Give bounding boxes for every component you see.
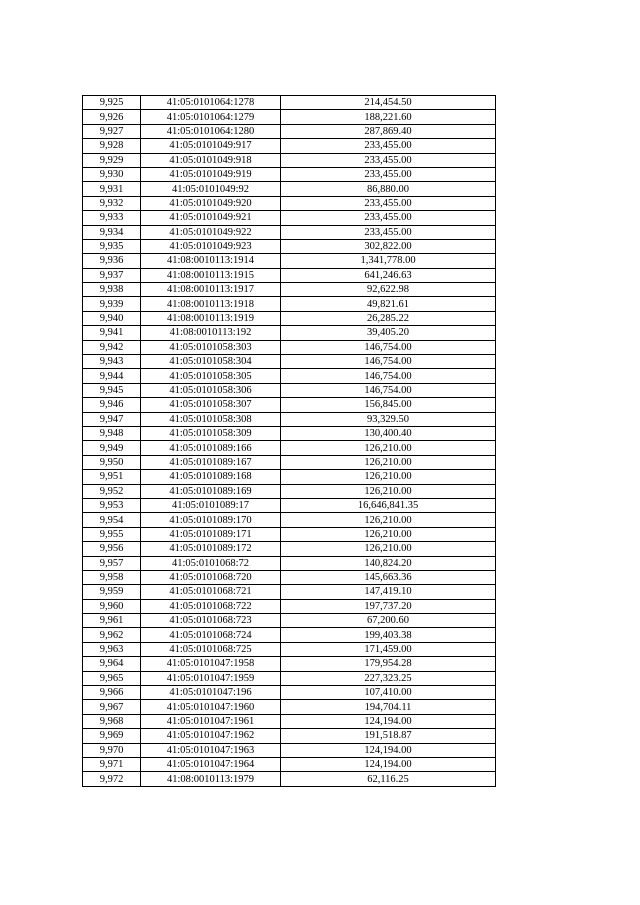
table-row (83, 743, 496, 757)
table-row (83, 355, 496, 369)
row-number-cell: 9,964 (83, 657, 141, 671)
table-row (83, 657, 496, 671)
amount-cell: 93,329.50 (281, 412, 496, 426)
cadastral-number-cell: 41:08:0010113:1918 (141, 297, 281, 311)
row-number-cell: 9,968 (83, 714, 141, 728)
row-number-cell: 9,950 (83, 455, 141, 469)
row-number-cell: 9,941 (83, 326, 141, 340)
table-row (83, 498, 496, 512)
cadastral-number-cell: 41:05:0101047:1964 (141, 757, 281, 771)
row-number-cell: 9,927 (83, 124, 141, 138)
row-number-cell: 9,969 (83, 729, 141, 743)
amount-cell: 39,405.20 (281, 326, 496, 340)
amount-cell: 227,323.25 (281, 671, 496, 685)
cadastral-number-cell: 41:05:0101047:1961 (141, 714, 281, 728)
row-number-cell: 9,962 (83, 628, 141, 642)
cadastral-number-cell: 41:08:0010113:1914 (141, 254, 281, 268)
table-row (83, 326, 496, 340)
amount-cell: 191,518.87 (281, 729, 496, 743)
amount-cell: 145,663.36 (281, 570, 496, 584)
amount-cell: 233,455.00 (281, 139, 496, 153)
row-number-cell: 9,970 (83, 743, 141, 757)
cadastral-number-cell: 41:05:0101047:1962 (141, 729, 281, 743)
row-number-cell: 9,952 (83, 484, 141, 498)
table-row (83, 426, 496, 440)
cadastral-number-cell: 41:05:0101089:17 (141, 498, 281, 512)
row-number-cell: 9,936 (83, 254, 141, 268)
table-row (83, 182, 496, 196)
table-row (83, 527, 496, 541)
table-row (83, 455, 496, 469)
cadastral-number-cell: 41:05:0101049:920 (141, 196, 281, 210)
table-row (83, 268, 496, 282)
amount-cell: 199,403.38 (281, 628, 496, 642)
table-row (83, 513, 496, 527)
table-row (83, 441, 496, 455)
row-number-cell: 9,954 (83, 513, 141, 527)
amount-cell: 233,455.00 (281, 225, 496, 239)
row-number-cell: 9,955 (83, 527, 141, 541)
row-number-cell: 9,940 (83, 311, 141, 325)
row-number-cell: 9,942 (83, 340, 141, 354)
cadastral-number-cell: 41:05:0101049:92 (141, 182, 281, 196)
cadastral-number-cell: 41:05:0101047:196 (141, 686, 281, 700)
amount-cell: 26,285.22 (281, 311, 496, 325)
row-number-cell: 9,965 (83, 671, 141, 685)
row-number-cell: 9,967 (83, 700, 141, 714)
row-number-cell: 9,935 (83, 239, 141, 253)
table-row (83, 211, 496, 225)
row-number-cell: 9,939 (83, 297, 141, 311)
row-number-cell: 9,960 (83, 599, 141, 613)
amount-cell: 188,221.60 (281, 110, 496, 124)
amount-cell: 641,246.63 (281, 268, 496, 282)
table-row (83, 628, 496, 642)
table-row (83, 383, 496, 397)
table-row (83, 96, 496, 110)
cadastral-number-cell: 41:05:0101058:303 (141, 340, 281, 354)
amount-cell: 233,455.00 (281, 153, 496, 167)
table-row (83, 614, 496, 628)
amount-cell: 130,400.40 (281, 426, 496, 440)
table-row (83, 311, 496, 325)
amount-cell: 156,845.00 (281, 398, 496, 412)
cadastral-number-cell: 41:05:0101089:168 (141, 470, 281, 484)
cadastral-number-cell: 41:05:0101047:1959 (141, 671, 281, 685)
row-number-cell: 9,949 (83, 441, 141, 455)
row-number-cell: 9,943 (83, 355, 141, 369)
table-row (83, 542, 496, 556)
cadastral-number-cell: 41:05:0101089:167 (141, 455, 281, 469)
amount-cell: 179,954.28 (281, 657, 496, 671)
table-row (83, 398, 496, 412)
cadastral-number-cell: 41:05:0101049:919 (141, 167, 281, 181)
cadastral-number-cell: 41:05:0101068:722 (141, 599, 281, 613)
amount-cell: 1,341,778.00 (281, 254, 496, 268)
table-row (83, 570, 496, 584)
row-number-cell: 9,957 (83, 556, 141, 570)
amount-cell: 147,419.10 (281, 585, 496, 599)
cadastral-number-cell: 41:08:0010113:1915 (141, 268, 281, 282)
table-row (83, 599, 496, 613)
amount-cell: 126,210.00 (281, 527, 496, 541)
row-number-cell: 9,966 (83, 686, 141, 700)
table-row (83, 283, 496, 297)
cadastral-number-cell: 41:08:0010113:1919 (141, 311, 281, 325)
table-row (83, 772, 496, 786)
row-number-cell: 9,928 (83, 139, 141, 153)
cadastral-number-cell: 41:08:0010113:1917 (141, 283, 281, 297)
amount-cell: 126,210.00 (281, 455, 496, 469)
amount-cell: 287,869.40 (281, 124, 496, 138)
row-number-cell: 9,925 (83, 96, 141, 110)
row-number-cell: 9,948 (83, 426, 141, 440)
amount-cell: 126,210.00 (281, 513, 496, 527)
row-number-cell: 9,933 (83, 211, 141, 225)
amount-cell: 146,754.00 (281, 340, 496, 354)
amount-cell: 62,116.25 (281, 772, 496, 786)
amount-cell: 197,737.20 (281, 599, 496, 613)
cadastral-number-cell: 41:05:0101089:170 (141, 513, 281, 527)
table-row (83, 484, 496, 498)
row-number-cell: 9,945 (83, 383, 141, 397)
row-number-cell: 9,926 (83, 110, 141, 124)
cadastral-number-cell: 41:05:0101049:923 (141, 239, 281, 253)
cadastral-number-cell: 41:05:0101047:1958 (141, 657, 281, 671)
table-row (83, 239, 496, 253)
cadastral-number-cell: 41:08:0010113:192 (141, 326, 281, 340)
amount-cell: 124,194.00 (281, 757, 496, 771)
cadastral-number-cell: 41:05:0101068:725 (141, 642, 281, 656)
row-number-cell: 9,961 (83, 614, 141, 628)
amount-cell: 171,459.00 (281, 642, 496, 656)
table-body (83, 96, 496, 787)
table-row (83, 297, 496, 311)
table-row (83, 729, 496, 743)
cadastral-number-cell: 41:05:0101089:169 (141, 484, 281, 498)
table-row (83, 110, 496, 124)
amount-cell: 126,210.00 (281, 470, 496, 484)
amount-cell: 86,880.00 (281, 182, 496, 196)
table-row (83, 340, 496, 354)
table-row (83, 470, 496, 484)
row-number-cell: 9,958 (83, 570, 141, 584)
row-number-cell: 9,944 (83, 369, 141, 383)
table-row (83, 254, 496, 268)
amount-cell: 124,194.00 (281, 714, 496, 728)
row-number-cell: 9,953 (83, 498, 141, 512)
table-row (83, 556, 496, 570)
row-number-cell: 9,938 (83, 283, 141, 297)
amount-cell: 16,646,841.35 (281, 498, 496, 512)
table-row (83, 671, 496, 685)
cadastral-number-cell: 41:05:0101089:171 (141, 527, 281, 541)
cadastral-number-cell: 41:05:0101058:306 (141, 383, 281, 397)
table-row (83, 167, 496, 181)
cadastral-number-cell: 41:05:0101047:1960 (141, 700, 281, 714)
table-row (83, 700, 496, 714)
amount-cell: 146,754.00 (281, 383, 496, 397)
cadastral-number-cell: 41:05:0101058:308 (141, 412, 281, 426)
amount-cell: 124,194.00 (281, 743, 496, 757)
row-number-cell: 9,946 (83, 398, 141, 412)
amount-cell: 233,455.00 (281, 167, 496, 181)
cadastral-number-cell: 41:05:0101064:1280 (141, 124, 281, 138)
cadastral-number-cell: 41:05:0101049:921 (141, 211, 281, 225)
amount-cell: 146,754.00 (281, 369, 496, 383)
amount-cell: 49,821.61 (281, 297, 496, 311)
row-number-cell: 9,963 (83, 642, 141, 656)
table-row (83, 225, 496, 239)
amount-cell: 214,454.50 (281, 96, 496, 110)
cadastral-number-cell: 41:05:0101058:309 (141, 426, 281, 440)
row-number-cell: 9,930 (83, 167, 141, 181)
table-row (83, 139, 496, 153)
table-row (83, 196, 496, 210)
amount-cell: 140,824.20 (281, 556, 496, 570)
cadastral-number-cell: 41:05:0101068:724 (141, 628, 281, 642)
amount-cell: 107,410.00 (281, 686, 496, 700)
row-number-cell: 9,932 (83, 196, 141, 210)
cadastral-number-cell: 41:05:0101058:304 (141, 355, 281, 369)
table-row (83, 714, 496, 728)
cadastral-number-cell: 41:05:0101089:172 (141, 542, 281, 556)
cadastral-number-cell: 41:05:0101089:166 (141, 441, 281, 455)
cadastral-value-table (82, 95, 496, 787)
cadastral-number-cell: 41:05:0101058:307 (141, 398, 281, 412)
cadastral-number-cell: 41:05:0101064:1278 (141, 96, 281, 110)
cadastral-number-cell: 41:05:0101064:1279 (141, 110, 281, 124)
amount-cell: 194,704.11 (281, 700, 496, 714)
row-number-cell: 9,951 (83, 470, 141, 484)
row-number-cell: 9,934 (83, 225, 141, 239)
table-row (83, 686, 496, 700)
row-number-cell: 9,971 (83, 757, 141, 771)
amount-cell: 302,822.00 (281, 239, 496, 253)
amount-cell: 126,210.00 (281, 441, 496, 455)
table-row (83, 757, 496, 771)
amount-cell: 126,210.00 (281, 542, 496, 556)
cadastral-number-cell: 41:08:0010113:1979 (141, 772, 281, 786)
row-number-cell: 9,937 (83, 268, 141, 282)
cadastral-number-cell: 41:05:0101068:720 (141, 570, 281, 584)
table-row (83, 642, 496, 656)
row-number-cell: 9,972 (83, 772, 141, 786)
amount-cell: 67,200.60 (281, 614, 496, 628)
amount-cell: 146,754.00 (281, 355, 496, 369)
amount-cell: 233,455.00 (281, 211, 496, 225)
cadastral-number-cell: 41:05:0101068:72 (141, 556, 281, 570)
table-row (83, 585, 496, 599)
table-row (83, 153, 496, 167)
cadastral-number-cell: 41:05:0101068:723 (141, 614, 281, 628)
cadastral-number-cell: 41:05:0101049:922 (141, 225, 281, 239)
row-number-cell: 9,947 (83, 412, 141, 426)
cadastral-number-cell: 41:05:0101068:721 (141, 585, 281, 599)
amount-cell: 92,622.98 (281, 283, 496, 297)
cadastral-number-cell: 41:05:0101047:1963 (141, 743, 281, 757)
row-number-cell: 9,956 (83, 542, 141, 556)
table-row (83, 369, 496, 383)
amount-cell: 126,210.00 (281, 484, 496, 498)
amount-cell: 233,455.00 (281, 196, 496, 210)
row-number-cell: 9,929 (83, 153, 141, 167)
row-number-cell: 9,959 (83, 585, 141, 599)
table-row (83, 412, 496, 426)
row-number-cell: 9,931 (83, 182, 141, 196)
table-row (83, 124, 496, 138)
cadastral-number-cell: 41:05:0101049:918 (141, 153, 281, 167)
cadastral-number-cell: 41:05:0101049:917 (141, 139, 281, 153)
cadastral-number-cell: 41:05:0101058:305 (141, 369, 281, 383)
